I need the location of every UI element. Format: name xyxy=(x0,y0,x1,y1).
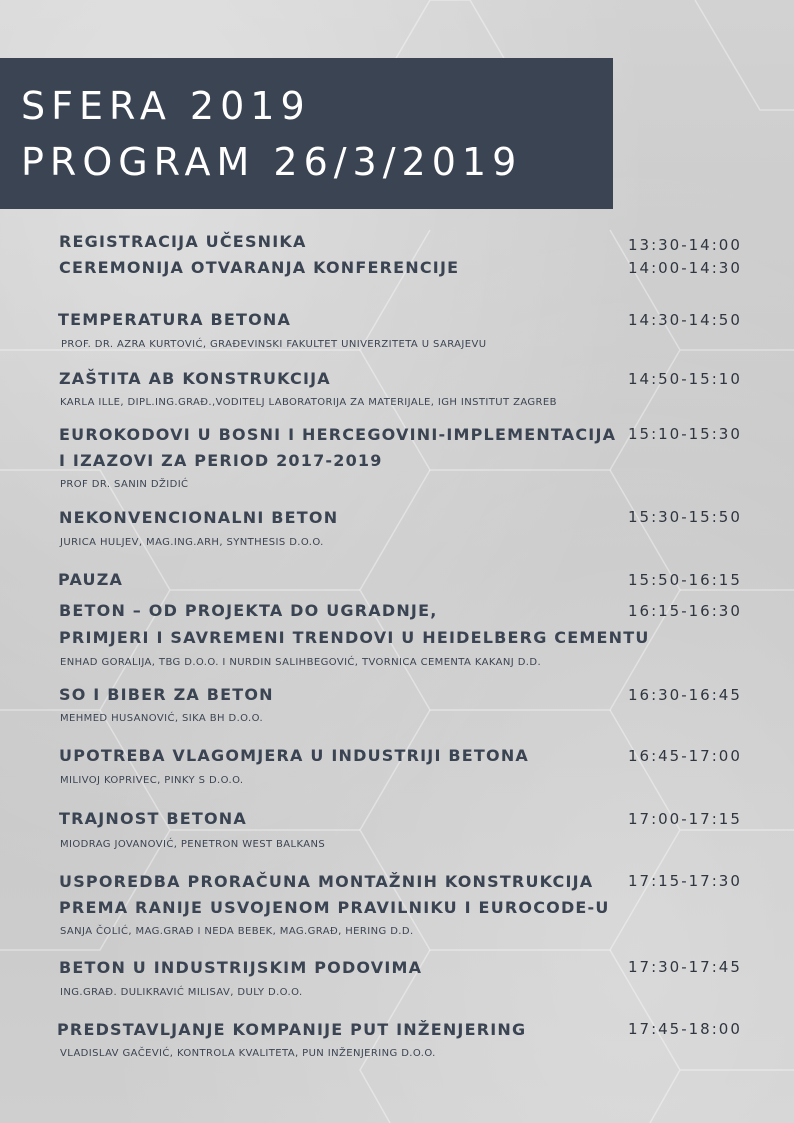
item-time: 15:30-15:50 xyxy=(628,508,742,526)
item-speaker: KARLA ILLE, DIPL.ING.GRAĐ.,VODITELJ LABORATORIJA ZA MATERIJALE, IGH INSTITUT ZAGREB xyxy=(60,397,557,408)
item-time: 17:15-17:30 xyxy=(628,872,742,890)
item-time: 17:00-17:15 xyxy=(628,810,742,828)
item-time: 13:30-14:00 xyxy=(628,236,742,254)
item-title-line2: I IZAZOVI ZA PERIOD 2017-2019 xyxy=(59,451,383,470)
item-title: PREDSTAVLJANJE KOMPANIJE PUT INŽENJERING xyxy=(57,1020,527,1039)
item-title: NEKONVENCIONALNI BETON xyxy=(59,508,339,527)
item-title: UPOTREBA VLAGOMJERA U INDUSTRIJI BETONA xyxy=(59,746,529,765)
item-title-line2: PRIMJERI I SAVREMENI TRENDOVI U HEIDELBERG CEMENTU xyxy=(59,628,650,647)
item-speaker: JURICA HULJEV, MAG.ING.ARH, SYNTHESIS D.O.O. xyxy=(60,537,324,548)
item-title: BETON – OD PROJEKTA DO UGRADNJE, xyxy=(59,601,438,620)
item-time: 14:00-14:30 xyxy=(628,259,742,277)
item-title: TEMPERATURA BETONA xyxy=(58,310,292,329)
item-time: 17:45-18:00 xyxy=(628,1020,742,1038)
item-speaker: PROF. DR. AZRA KURTOVIĆ, GRAĐEVINSKI FAKULTET UNIVERZITETA U SARAJEVU xyxy=(61,339,487,350)
item-speaker: VLADISLAV GAČEVIĆ, KONTROLA KVALITETA, PUN INŽENJERING D.O.O. xyxy=(60,1048,436,1059)
item-speaker: MILIVOJ KOPRIVEC, PINKY S D.O.O. xyxy=(60,775,244,786)
program-header xyxy=(0,58,613,209)
item-title: EUROKODOVI U BOSNI I HERCEGOVINI-IMPLEMENTACIJA xyxy=(59,425,617,444)
item-speaker: PROF DR. SANIN DŽIDIĆ xyxy=(60,479,189,490)
item-time: 17:30-17:45 xyxy=(628,958,742,976)
item-title: BETON U INDUSTRIJSKIM PODOVIMA xyxy=(59,958,423,977)
item-title: TRAJNOST BETONA xyxy=(59,809,247,828)
item-speaker: MIODRAG JOVANOVIĆ, PENETRON WEST BALKANS xyxy=(60,839,326,850)
item-time: 16:30-16:45 xyxy=(628,686,742,704)
conference-title: SFERA 2019 xyxy=(21,84,311,128)
item-time: 14:30-14:50 xyxy=(628,311,742,329)
item-title: USPOREDBA PRORAČUNA MONTAŽNIH KONSTRUKCIJA xyxy=(59,872,594,891)
item-speaker: ENHAD GORALIJA, TBG D.O.O. I NURDIN SALIHBEGOVIĆ, TVORNICA CEMENTA KAKANJ D.D. xyxy=(60,657,542,668)
item-speaker: SANJA ČOLIĆ, MAG.GRAĐ I NEDA BEBEK, MAG.GRAĐ, HERING D.D. xyxy=(60,926,414,937)
item-time: 15:10-15:30 xyxy=(628,425,742,443)
program-date-title: PROGRAM 26/3/2019 xyxy=(21,140,523,184)
item-time: 14:50-15:10 xyxy=(628,370,742,388)
item-time: 16:45-17:00 xyxy=(628,747,742,765)
item-title-line2: PREMA RANIJE USVOJENOM PRAVILNIKU I EUROCODE-U xyxy=(59,898,610,917)
item-time: 16:15-16:30 xyxy=(628,602,742,620)
item-title: SO I BIBER ZA BETON xyxy=(59,685,274,704)
item-speaker: MEHMED HUSANOVIĆ, SIKA BH D.O.O. xyxy=(60,713,264,724)
item-time: 15:50-16:15 xyxy=(628,571,742,589)
item-title: REGISTRACIJA UČESNIKA xyxy=(59,232,307,251)
item-title: PAUZA xyxy=(58,570,124,589)
item-title: CEREMONIJA OTVARANJA KONFERENCIJE xyxy=(59,258,460,277)
item-title: ZAŠTITA AB KONSTRUKCIJA xyxy=(59,369,331,388)
item-speaker: ING.GRAĐ. DULIKRAVIĆ MILISAV, DULY D.O.O. xyxy=(60,987,303,998)
